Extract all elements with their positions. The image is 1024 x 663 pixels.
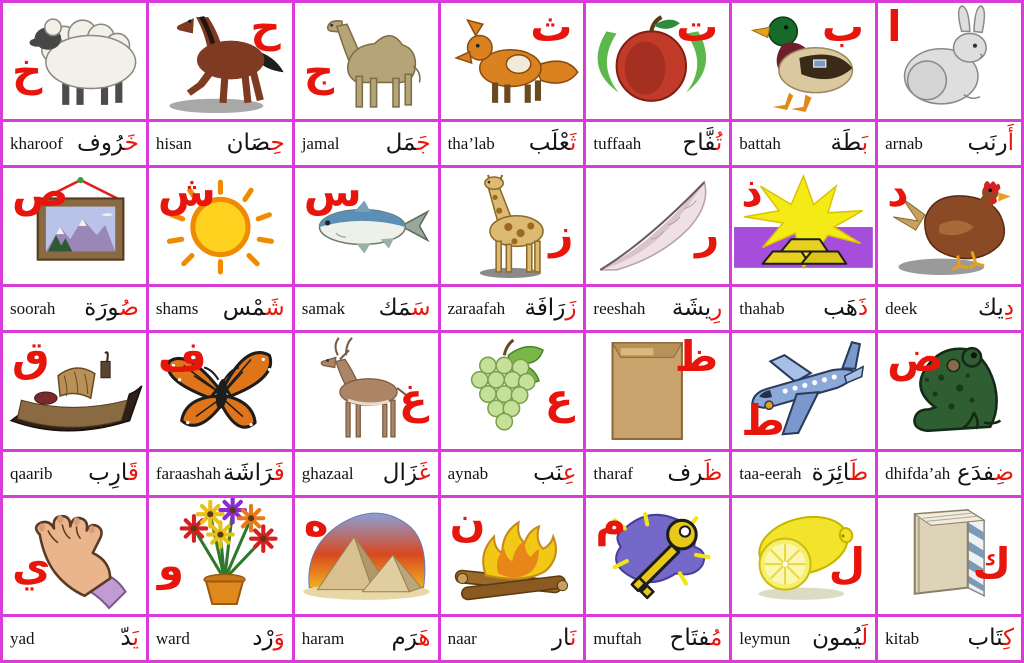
arabic-letter-tharaf: ظ bbox=[674, 333, 719, 381]
transliteration: kitab bbox=[885, 628, 920, 648]
arabic-letter-ghazaal: غ bbox=[398, 374, 428, 424]
arabic-letter-dhifda’ah: ض bbox=[887, 333, 944, 381]
arabic-word bbox=[386, 132, 431, 155]
arabic-word-first-letter: بَ‍ bbox=[861, 130, 869, 156]
arabic-word bbox=[524, 297, 576, 320]
transliteration: soorah bbox=[10, 298, 56, 318]
cell-sun bbox=[149, 168, 292, 284]
transliteration: reeshah bbox=[593, 298, 646, 318]
transliteration: faraashah bbox=[155, 463, 221, 483]
arabic-letter-deek: د bbox=[887, 168, 909, 216]
transliteration: dhifda’ah bbox=[885, 463, 951, 483]
transliteration: zaraafah bbox=[447, 298, 506, 318]
transliteration: tuffaah bbox=[593, 133, 642, 153]
arabic-word-first-letter: تُ‍ bbox=[715, 130, 723, 156]
arabic-word bbox=[812, 462, 868, 485]
transliteration: tharaf bbox=[593, 463, 634, 483]
arabic-word-first-letter: فَ‍ bbox=[273, 460, 285, 486]
cell-duck bbox=[732, 3, 875, 119]
label-book bbox=[878, 617, 1021, 660]
arabic-word-first-letter: شَ‍ bbox=[265, 295, 285, 321]
label-key bbox=[586, 617, 729, 660]
cell-sheep bbox=[3, 3, 146, 119]
arabic-word bbox=[391, 627, 430, 650]
cell-boat bbox=[3, 333, 146, 449]
arabic-word-rest: ‍طَة bbox=[830, 130, 862, 156]
arabic-word-first-letter: ظَ‍ bbox=[703, 460, 723, 486]
arabic-word-first-letter: رِ bbox=[711, 295, 723, 321]
arabic-word-first-letter: كِ‍ bbox=[1003, 625, 1014, 651]
cell-grapes bbox=[441, 333, 584, 449]
transliteration: aynab bbox=[447, 463, 489, 483]
arabic-letter-zaraafah: ز bbox=[549, 209, 574, 259]
arabic-letter-hisan: ح bbox=[250, 3, 281, 51]
cell-gold bbox=[732, 168, 875, 284]
arabic-word bbox=[379, 297, 431, 320]
arabic-word-rest: يك bbox=[977, 295, 1004, 321]
arabic-word-first-letter: صُ‍ bbox=[119, 295, 139, 321]
arabic-word-first-letter: زَ bbox=[565, 295, 577, 321]
arabic-word-rest: ‍يُمون bbox=[812, 625, 862, 651]
label-envelope bbox=[586, 452, 729, 495]
arabic-word bbox=[552, 627, 577, 650]
cell-feather bbox=[586, 168, 729, 284]
label-hand bbox=[3, 617, 146, 660]
transliteration: yad bbox=[10, 628, 35, 648]
arabic-letter-qaarib: ق bbox=[12, 333, 50, 381]
label-gold bbox=[732, 287, 875, 330]
label-flowers bbox=[149, 617, 292, 660]
cell-frame bbox=[3, 168, 146, 284]
arabic-word-first-letter: قَ‍ bbox=[127, 460, 139, 486]
cell-gazelle bbox=[295, 333, 438, 449]
transliteration: hisan bbox=[155, 133, 192, 153]
cell-fire bbox=[441, 498, 584, 614]
transliteration: muftah bbox=[593, 628, 642, 648]
arabic-word-first-letter: سَ‍ bbox=[411, 295, 431, 321]
transliteration: qaarib bbox=[10, 463, 53, 483]
arabic-word-rest: ‍نَب bbox=[533, 460, 563, 486]
arabic-letter-taa-eerah: ط bbox=[741, 395, 785, 445]
arabic-word bbox=[667, 462, 722, 485]
arabic-word bbox=[529, 132, 577, 155]
label-duck bbox=[732, 122, 875, 165]
arabic-word bbox=[223, 297, 285, 320]
arabic-word-first-letter: هَ‍ bbox=[418, 625, 431, 651]
transliteration: naar bbox=[447, 628, 477, 648]
arabic-letter-kharoof: خ bbox=[12, 46, 43, 96]
transliteration: ward bbox=[155, 628, 190, 648]
label-feather bbox=[586, 287, 729, 330]
arabic-word bbox=[533, 462, 576, 485]
arabic-word-rest: ‍صَان bbox=[226, 130, 271, 156]
label-frame bbox=[3, 287, 146, 330]
label-fish bbox=[295, 287, 438, 330]
cell-book bbox=[878, 498, 1021, 614]
arabic-word bbox=[227, 132, 285, 155]
arabic-letter-haram: ه bbox=[303, 498, 329, 546]
arabic-word-first-letter: دِ bbox=[1003, 295, 1014, 321]
transliteration: kharoof bbox=[10, 133, 63, 153]
arabic-word bbox=[682, 132, 722, 155]
arabic-word-rest: ‍ورَة bbox=[84, 295, 120, 321]
cell-airplane bbox=[732, 333, 875, 449]
cell-rabbit bbox=[878, 3, 1021, 119]
cell-apple bbox=[586, 3, 729, 119]
arabic-letter-reeshah: ر bbox=[695, 209, 720, 259]
arabic-word bbox=[978, 297, 1014, 320]
arabic-letter-soorah: ص bbox=[12, 168, 69, 216]
arabic-letter-tha’lab: ث bbox=[530, 3, 573, 51]
arabic-word-rest: ‍دّ bbox=[120, 625, 133, 651]
arabic-word bbox=[120, 627, 138, 650]
arabic-letter-yad: ي bbox=[12, 541, 51, 591]
label-boat bbox=[3, 452, 146, 495]
arabic-word bbox=[823, 297, 868, 320]
label-horse bbox=[149, 122, 292, 165]
label-fire bbox=[441, 617, 584, 660]
arabic-word-first-letter: غَ‍ bbox=[418, 460, 431, 486]
arabic-word bbox=[968, 132, 1014, 155]
transliteration: tha’lab bbox=[447, 133, 495, 153]
arabic-word bbox=[84, 297, 139, 320]
label-camel bbox=[295, 122, 438, 165]
cell-fish bbox=[295, 168, 438, 284]
transliteration: leymun bbox=[739, 628, 791, 648]
label-grapes bbox=[441, 452, 584, 495]
arabic-word-rest: ‍تَاب bbox=[967, 625, 1004, 651]
cell-flowers bbox=[149, 498, 292, 614]
arabic-word-rest: ‍رف bbox=[667, 460, 704, 486]
arabic-word-rest: هَب bbox=[823, 295, 858, 321]
cell-butterfly bbox=[149, 333, 292, 449]
cell-envelope bbox=[586, 333, 729, 449]
arabic-word-rest: يشَة bbox=[671, 295, 712, 321]
arabic-letter-kitab: ك bbox=[972, 539, 1011, 589]
cell-lemon bbox=[732, 498, 875, 614]
arabic-word-first-letter: ثَ‍ bbox=[570, 130, 577, 156]
arabic-word-rest: ‍رَم bbox=[391, 625, 419, 651]
cell-giraffe bbox=[441, 168, 584, 284]
arabic-word bbox=[88, 462, 139, 485]
arabic-word-first-letter: حِ‍ bbox=[270, 130, 285, 156]
arabic-letter-battah: ب bbox=[821, 3, 865, 51]
label-gazelle bbox=[295, 452, 438, 495]
arabic-word-rest: ‍مَك bbox=[378, 295, 412, 321]
arabic-letter-tuffaah: ت bbox=[676, 3, 719, 51]
arabic-word bbox=[967, 627, 1014, 650]
arabic-letter-naar: ن bbox=[449, 498, 486, 546]
arabic-word-rest: ‍عْلَب bbox=[528, 130, 571, 156]
arabic-word-first-letter: لَ‍ bbox=[861, 625, 869, 651]
transliteration: battah bbox=[739, 133, 781, 153]
arabic-letter-leymun: ل bbox=[828, 539, 866, 589]
label-fox bbox=[441, 122, 584, 165]
arabic-word-first-letter: ذَ bbox=[857, 295, 869, 321]
arabic-word-first-letter: مُ‍ bbox=[709, 625, 723, 651]
arabic-letter-arnab: ا bbox=[887, 3, 902, 51]
label-sheep bbox=[3, 122, 146, 165]
arabic-word bbox=[670, 627, 723, 650]
cell-hen bbox=[878, 168, 1021, 284]
arabic-word bbox=[383, 462, 431, 485]
arabic-word-rest: ‍فَّاح bbox=[682, 130, 716, 156]
arabic-word bbox=[77, 132, 139, 155]
cell-horse bbox=[149, 3, 292, 119]
label-pyramids bbox=[295, 617, 438, 660]
arabic-word-rest: ‍فدَع bbox=[957, 460, 995, 486]
arabic-word-first-letter: ضِ‍ bbox=[994, 460, 1014, 486]
label-butterfly bbox=[149, 452, 292, 495]
arabic-word-rest: ‍فتَاح bbox=[669, 625, 710, 651]
label-hen bbox=[878, 287, 1021, 330]
transliteration: arnab bbox=[885, 133, 923, 153]
arabic-word-rest: ‍مَل bbox=[385, 130, 417, 156]
arabic-word bbox=[672, 297, 722, 320]
cell-fox bbox=[441, 3, 584, 119]
transliteration: taa-eerah bbox=[739, 463, 802, 483]
arabic-letter-jamal: ج bbox=[303, 46, 334, 96]
arabic-word-first-letter: جَ‍ bbox=[416, 130, 431, 156]
arabic-word bbox=[252, 627, 284, 650]
transliteration: haram bbox=[301, 628, 345, 648]
transliteration: shams bbox=[155, 298, 199, 318]
arabic-word-first-letter: يَ‍ bbox=[132, 625, 139, 651]
arabic-word-rest: ‍رَاشَة bbox=[223, 460, 274, 486]
transliteration: ghazaal bbox=[301, 463, 354, 483]
transliteration: thahab bbox=[739, 298, 785, 318]
label-airplane bbox=[732, 452, 875, 495]
arabic-word-rest: ‍ائِرَة bbox=[811, 460, 850, 486]
arabic-word bbox=[831, 132, 869, 155]
label-sun bbox=[149, 287, 292, 330]
transliteration: samak bbox=[301, 298, 346, 318]
arabic-word-rest: رَافَة bbox=[524, 295, 566, 321]
arabic-letter-faraashah: ف bbox=[157, 333, 207, 381]
arabic-word bbox=[223, 462, 285, 485]
transliteration: deek bbox=[885, 298, 918, 318]
label-rabbit bbox=[878, 122, 1021, 165]
arabic-word-rest: ‍ار bbox=[551, 625, 571, 651]
cell-key bbox=[586, 498, 729, 614]
arabic-word bbox=[812, 627, 868, 650]
arabic-word-rest: ‍زَال bbox=[382, 460, 419, 486]
arabic-word-first-letter: أَ bbox=[1007, 130, 1014, 156]
arabic-word bbox=[957, 462, 1014, 485]
arabic-word-first-letter: عِ‍ bbox=[562, 460, 577, 486]
cell-camel bbox=[295, 3, 438, 119]
arabic-word-first-letter: وَ bbox=[273, 625, 285, 651]
cell-frog bbox=[878, 333, 1021, 449]
arabic-letter-aynab: ع bbox=[544, 374, 574, 424]
arabic-word-rest: ‍مْس bbox=[222, 295, 266, 321]
label-frog bbox=[878, 452, 1021, 495]
arabic-letter-ward: و bbox=[157, 541, 184, 591]
label-lemon bbox=[732, 617, 875, 660]
arabic-word-first-letter: نَ‍ bbox=[570, 625, 577, 651]
arabic-word-rest: ‍رُوف bbox=[76, 130, 125, 156]
transliteration: jamal bbox=[301, 133, 340, 153]
arabic-letter-thahab: ذ bbox=[741, 168, 763, 216]
arabic-word-rest: ‍ارِب bbox=[88, 460, 128, 486]
arabic-letter-samak: س bbox=[303, 168, 362, 216]
arabic-word-first-letter: طَ‍ bbox=[849, 460, 869, 486]
arabic-word-rest: رْد bbox=[252, 625, 274, 651]
arabic-letter-shams: ش bbox=[157, 168, 216, 216]
arabic-letter-muftah: م bbox=[595, 498, 627, 546]
arabic-word-first-letter: خَ‍ bbox=[124, 130, 139, 156]
cell-hand bbox=[3, 498, 146, 614]
label-giraffe bbox=[441, 287, 584, 330]
cell-pyramids bbox=[295, 498, 438, 614]
label-apple bbox=[586, 122, 729, 165]
arabic-word-rest: رنَب bbox=[967, 130, 1008, 156]
